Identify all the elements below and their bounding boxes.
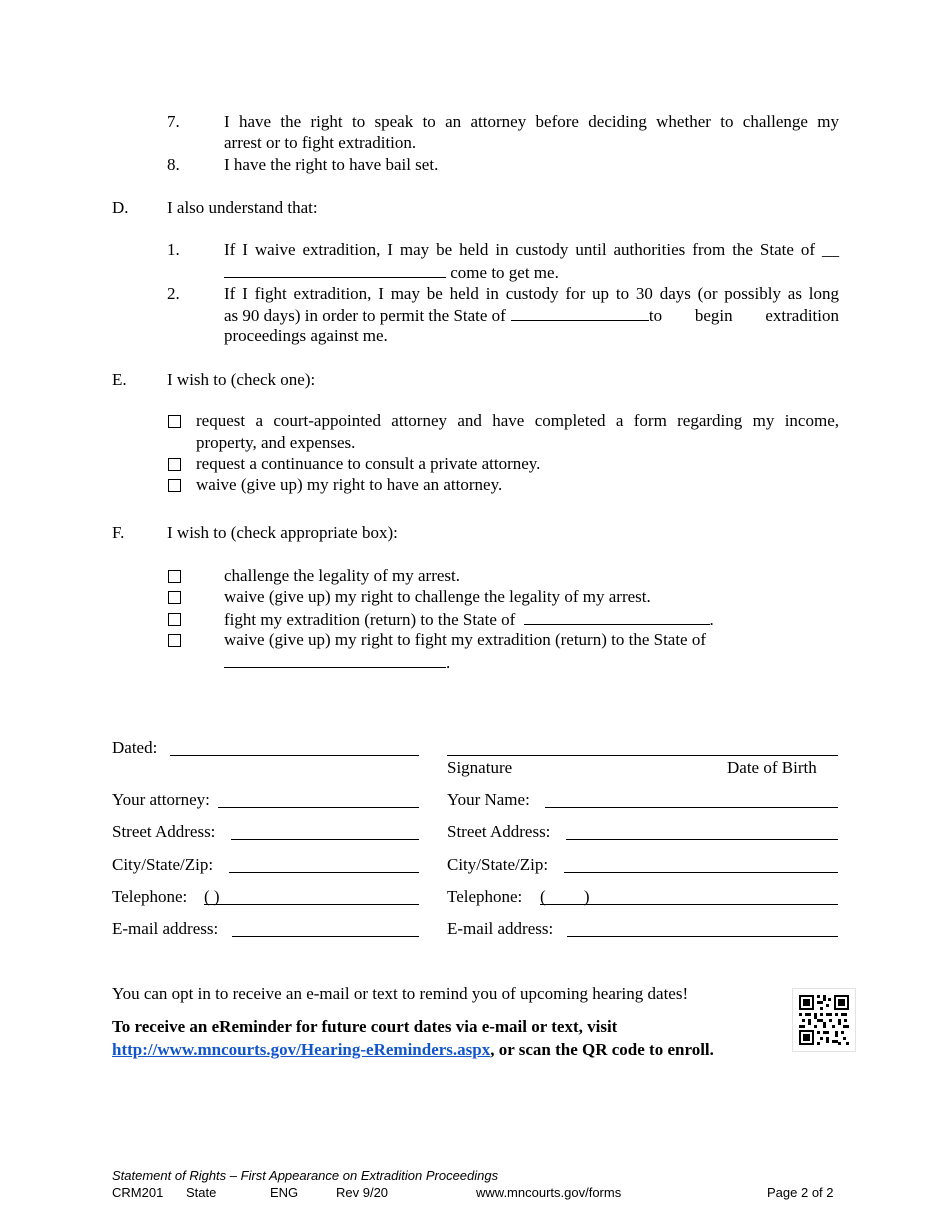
qr-code-graphic <box>793 989 855 1051</box>
option-waive-attorney: waive (give up) my right to have an attorney. <box>196 475 503 494</box>
section-e-letter: E. <box>112 370 127 389</box>
ereminder-optin-text: You can opt in to receive an e-mail or text to remind you of upcoming hearing dates! <box>112 984 689 1003</box>
footer-type: State <box>186 1185 217 1200</box>
footer-form-title: Statement of Rights – First Appearance on Extradition Proceedings <box>112 1168 499 1183</box>
telephone-label: Telephone: <box>447 887 523 906</box>
section-d-heading: I also understand that: <box>167 198 318 217</box>
checkbox-court-appointed-attorney[interactable] <box>168 415 181 428</box>
your-attorney-label: Your attorney: <box>112 790 210 809</box>
attorney-street-field[interactable] <box>231 839 419 840</box>
option-continuance: request a continuance to consult a private attorney. <box>196 454 541 473</box>
option-fight-extradition <box>224 608 714 631</box>
street-address-label: Street Address: <box>447 822 551 841</box>
d-item-2-line2b: to begin extradition <box>648 306 839 325</box>
option-challenge-arrest: challenge the legality of my arrest. <box>224 566 461 585</box>
attorney-city-field[interactable] <box>229 872 419 873</box>
right-item-8: I have the right to have bail set. <box>224 155 439 174</box>
footer-language: ENG <box>270 1185 299 1200</box>
ereminder-link[interactable]: http://www.mncourts.gov/Hearing-eReminders.aspx <box>112 1040 491 1059</box>
city-state-zip-label: City/State/Zip: <box>447 855 549 874</box>
d-item-1-line2-text: come to get me. <box>450 263 559 282</box>
d-item-2-line2 <box>224 304 839 327</box>
footer-revision: Rev 9/20 <box>336 1185 389 1200</box>
d-item-1-line1: If I waive extradition, I may be held in custody until authorities from the State of __ <box>224 240 839 259</box>
signature-label: Signature <box>447 758 513 777</box>
period: . <box>709 610 714 629</box>
item-number-8: 8. <box>167 155 180 174</box>
checkbox-continuance[interactable] <box>168 458 181 471</box>
date-of-birth-label: Date of Birth <box>727 758 817 777</box>
right-item-7-line2: arrest or to fight extradition. <box>224 133 417 152</box>
email-field[interactable] <box>567 936 838 937</box>
telephone-field[interactable] <box>540 904 838 905</box>
d-item-1-number: 1. <box>167 240 180 259</box>
ereminder-bold-line2 <box>112 1039 714 1061</box>
section-f-letter: F. <box>112 523 125 542</box>
footer-website: www.mncourts.gov/forms <box>476 1185 622 1200</box>
d-item-2-line3: proceedings against me. <box>224 326 388 345</box>
ereminder-suffix: , or scan the QR code to enroll. <box>490 1040 714 1059</box>
section-d-letter: D. <box>112 198 129 217</box>
checkbox-challenge-arrest[interactable] <box>168 570 181 583</box>
attorney-phone-label: Telephone: <box>112 887 188 906</box>
attorney-field[interactable] <box>218 807 419 808</box>
attorney-email-field[interactable] <box>232 936 419 937</box>
option-waive-extradition: waive (give up) my right to fight my extradition (return) to the State of <box>224 630 707 649</box>
attorney-city-label: City/State/Zip: <box>112 855 214 874</box>
d-item-2-number: 2. <box>167 284 180 303</box>
ereminder-bold-line1: To receive an eReminder for future court dates via e-mail or text, visit <box>112 1017 618 1036</box>
right-item-7-line1: I have the right to speak to an attorney before deciding whether to challenge my <box>224 112 839 131</box>
checkbox-fight-extradition[interactable] <box>168 613 181 626</box>
section-f-heading: I wish to (check appropriate box): <box>167 523 398 542</box>
your-name-label: Your Name: <box>447 790 530 809</box>
checkbox-waive-extradition[interactable] <box>168 634 181 647</box>
section-e-heading: I wish to (check one): <box>167 370 316 389</box>
email-label: E-mail address: <box>447 919 554 938</box>
qr-code-image <box>792 988 856 1052</box>
option-waive-extradition-line2 <box>224 651 450 674</box>
attorney-phone-field[interactable] <box>204 904 419 905</box>
city-state-zip-field[interactable] <box>564 872 838 873</box>
d-item-2-line1: If I fight extradition, I may be held in custody for up to 30 days (or possibly as long <box>224 284 839 303</box>
attorney-email-label: E-mail address: <box>112 919 219 938</box>
item-number-7: 7. <box>167 112 180 131</box>
attorney-phone-area: ( ) <box>204 887 220 906</box>
checkbox-waive-attorney[interactable] <box>168 479 181 492</box>
signature-field[interactable] <box>447 755 838 756</box>
d-item-2-line2a: as 90 days) in order to permit the State of <box>224 306 506 325</box>
state-blank-2[interactable] <box>511 304 649 321</box>
name-field[interactable] <box>545 807 838 808</box>
footer-page-number: Page 2 of 2 <box>767 1185 834 1200</box>
attorney-street-label: Street Address: <box>112 822 216 841</box>
dated-label: Dated: <box>112 738 158 757</box>
state-blank-1[interactable] <box>224 261 446 278</box>
footer-form-code: CRM201 <box>112 1185 164 1200</box>
dated-field[interactable] <box>170 755 419 756</box>
d-item-1-line2 <box>224 261 559 284</box>
option-court-appointed-line1: request a court-appointed attorney and have completed a form regarding my income, <box>196 411 839 430</box>
option-court-appointed-line2: property, and expenses. <box>196 433 356 452</box>
checkbox-waive-challenge[interactable] <box>168 591 181 604</box>
street-address-field[interactable] <box>566 839 838 840</box>
period: . <box>446 653 451 672</box>
option-waive-challenge: waive (give up) my right to challenge the legality of my arrest. <box>224 587 651 606</box>
state-blank-fight[interactable] <box>524 608 710 625</box>
telephone-area: ( ) <box>540 887 590 906</box>
state-blank-waive[interactable] <box>224 651 446 668</box>
option-fight-extradition-text: fight my extradition (return) to the State of <box>224 610 516 629</box>
